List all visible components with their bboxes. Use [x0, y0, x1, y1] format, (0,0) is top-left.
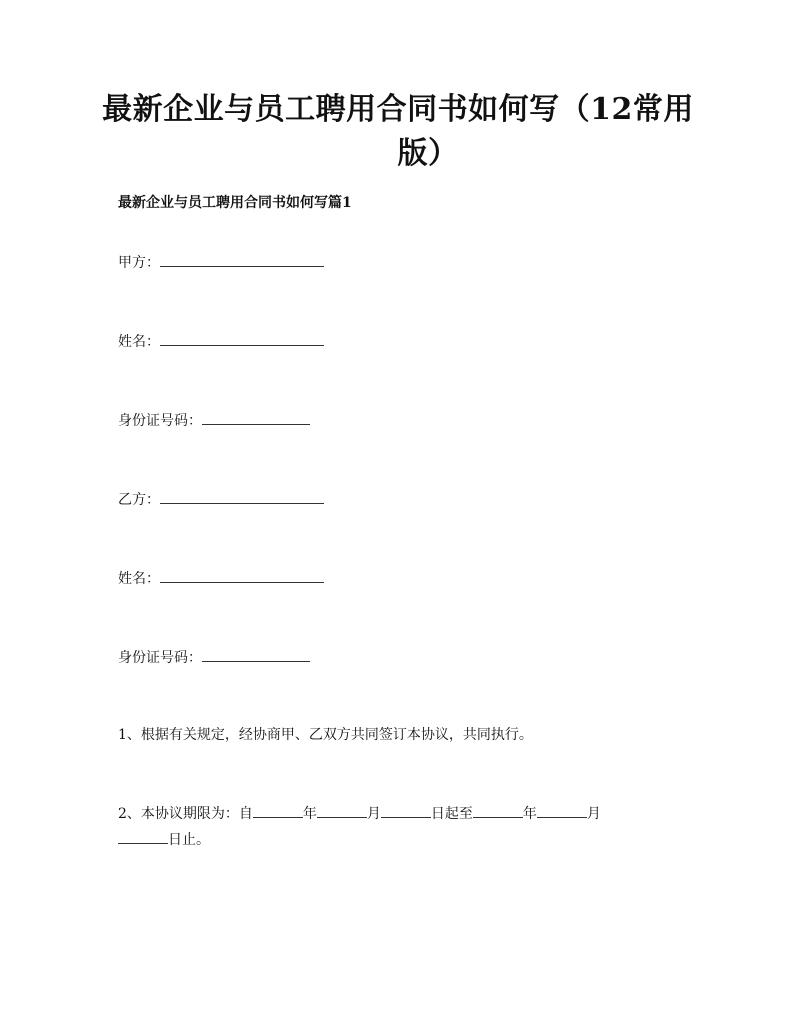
clause-1: 1、根据有关规定，经协商甲、乙双方共同签订本协议，共同执行。 [118, 727, 533, 743]
clause-2-year-label: 年 [302, 806, 317, 822]
party-a-name-field [118, 331, 324, 352]
end-year-blank[interactable] [473, 803, 523, 818]
title-line-2: 版） [397, 136, 459, 171]
party-b-id-blank[interactable] [202, 647, 310, 662]
party-a-blank[interactable] [160, 252, 324, 267]
end-month-blank[interactable] [537, 803, 587, 818]
clause-2-prefix: 2、本协议期限为：自 [118, 806, 253, 822]
party-a-id-label: 身份证号码： [118, 413, 202, 429]
party-a-label: 甲方： [118, 255, 160, 271]
party-b-id-label: 身份证号码： [118, 650, 202, 666]
clause-2-year2-label: 年 [522, 806, 537, 822]
title-line-1: 最新企业与员工聘用合同书如何写（12常用 [102, 92, 694, 127]
clause-2-day-from-label: 日起至 [430, 806, 473, 822]
document-title [100, 88, 696, 176]
party-b-name-label: 姓名： [118, 571, 160, 587]
party-b-name-blank[interactable] [160, 568, 324, 583]
start-month-blank[interactable] [317, 803, 367, 818]
start-year-blank[interactable] [253, 803, 303, 818]
party-b-label: 乙方： [118, 492, 160, 508]
section-heading: 最新企业与员工聘用合同书如何写篇1 [118, 195, 352, 211]
clause-2 [118, 801, 678, 853]
party-a-id-blank[interactable] [202, 410, 310, 425]
party-a-id-field [118, 410, 310, 431]
party-b-id-field [118, 647, 310, 668]
party-a-field [118, 252, 324, 273]
party-a-name-blank[interactable] [160, 331, 324, 346]
end-day-blank[interactable] [118, 829, 168, 844]
clause-2-month2-label: 月 [586, 806, 601, 822]
party-b-field [118, 489, 324, 510]
clause-2-month-label: 月 [366, 806, 381, 822]
clause-2-day-end-label: 日止。 [168, 832, 210, 848]
start-day-blank[interactable] [381, 803, 431, 818]
party-b-blank[interactable] [160, 489, 324, 504]
party-a-name-label: 姓名： [118, 334, 160, 350]
party-b-name-field [118, 568, 324, 589]
